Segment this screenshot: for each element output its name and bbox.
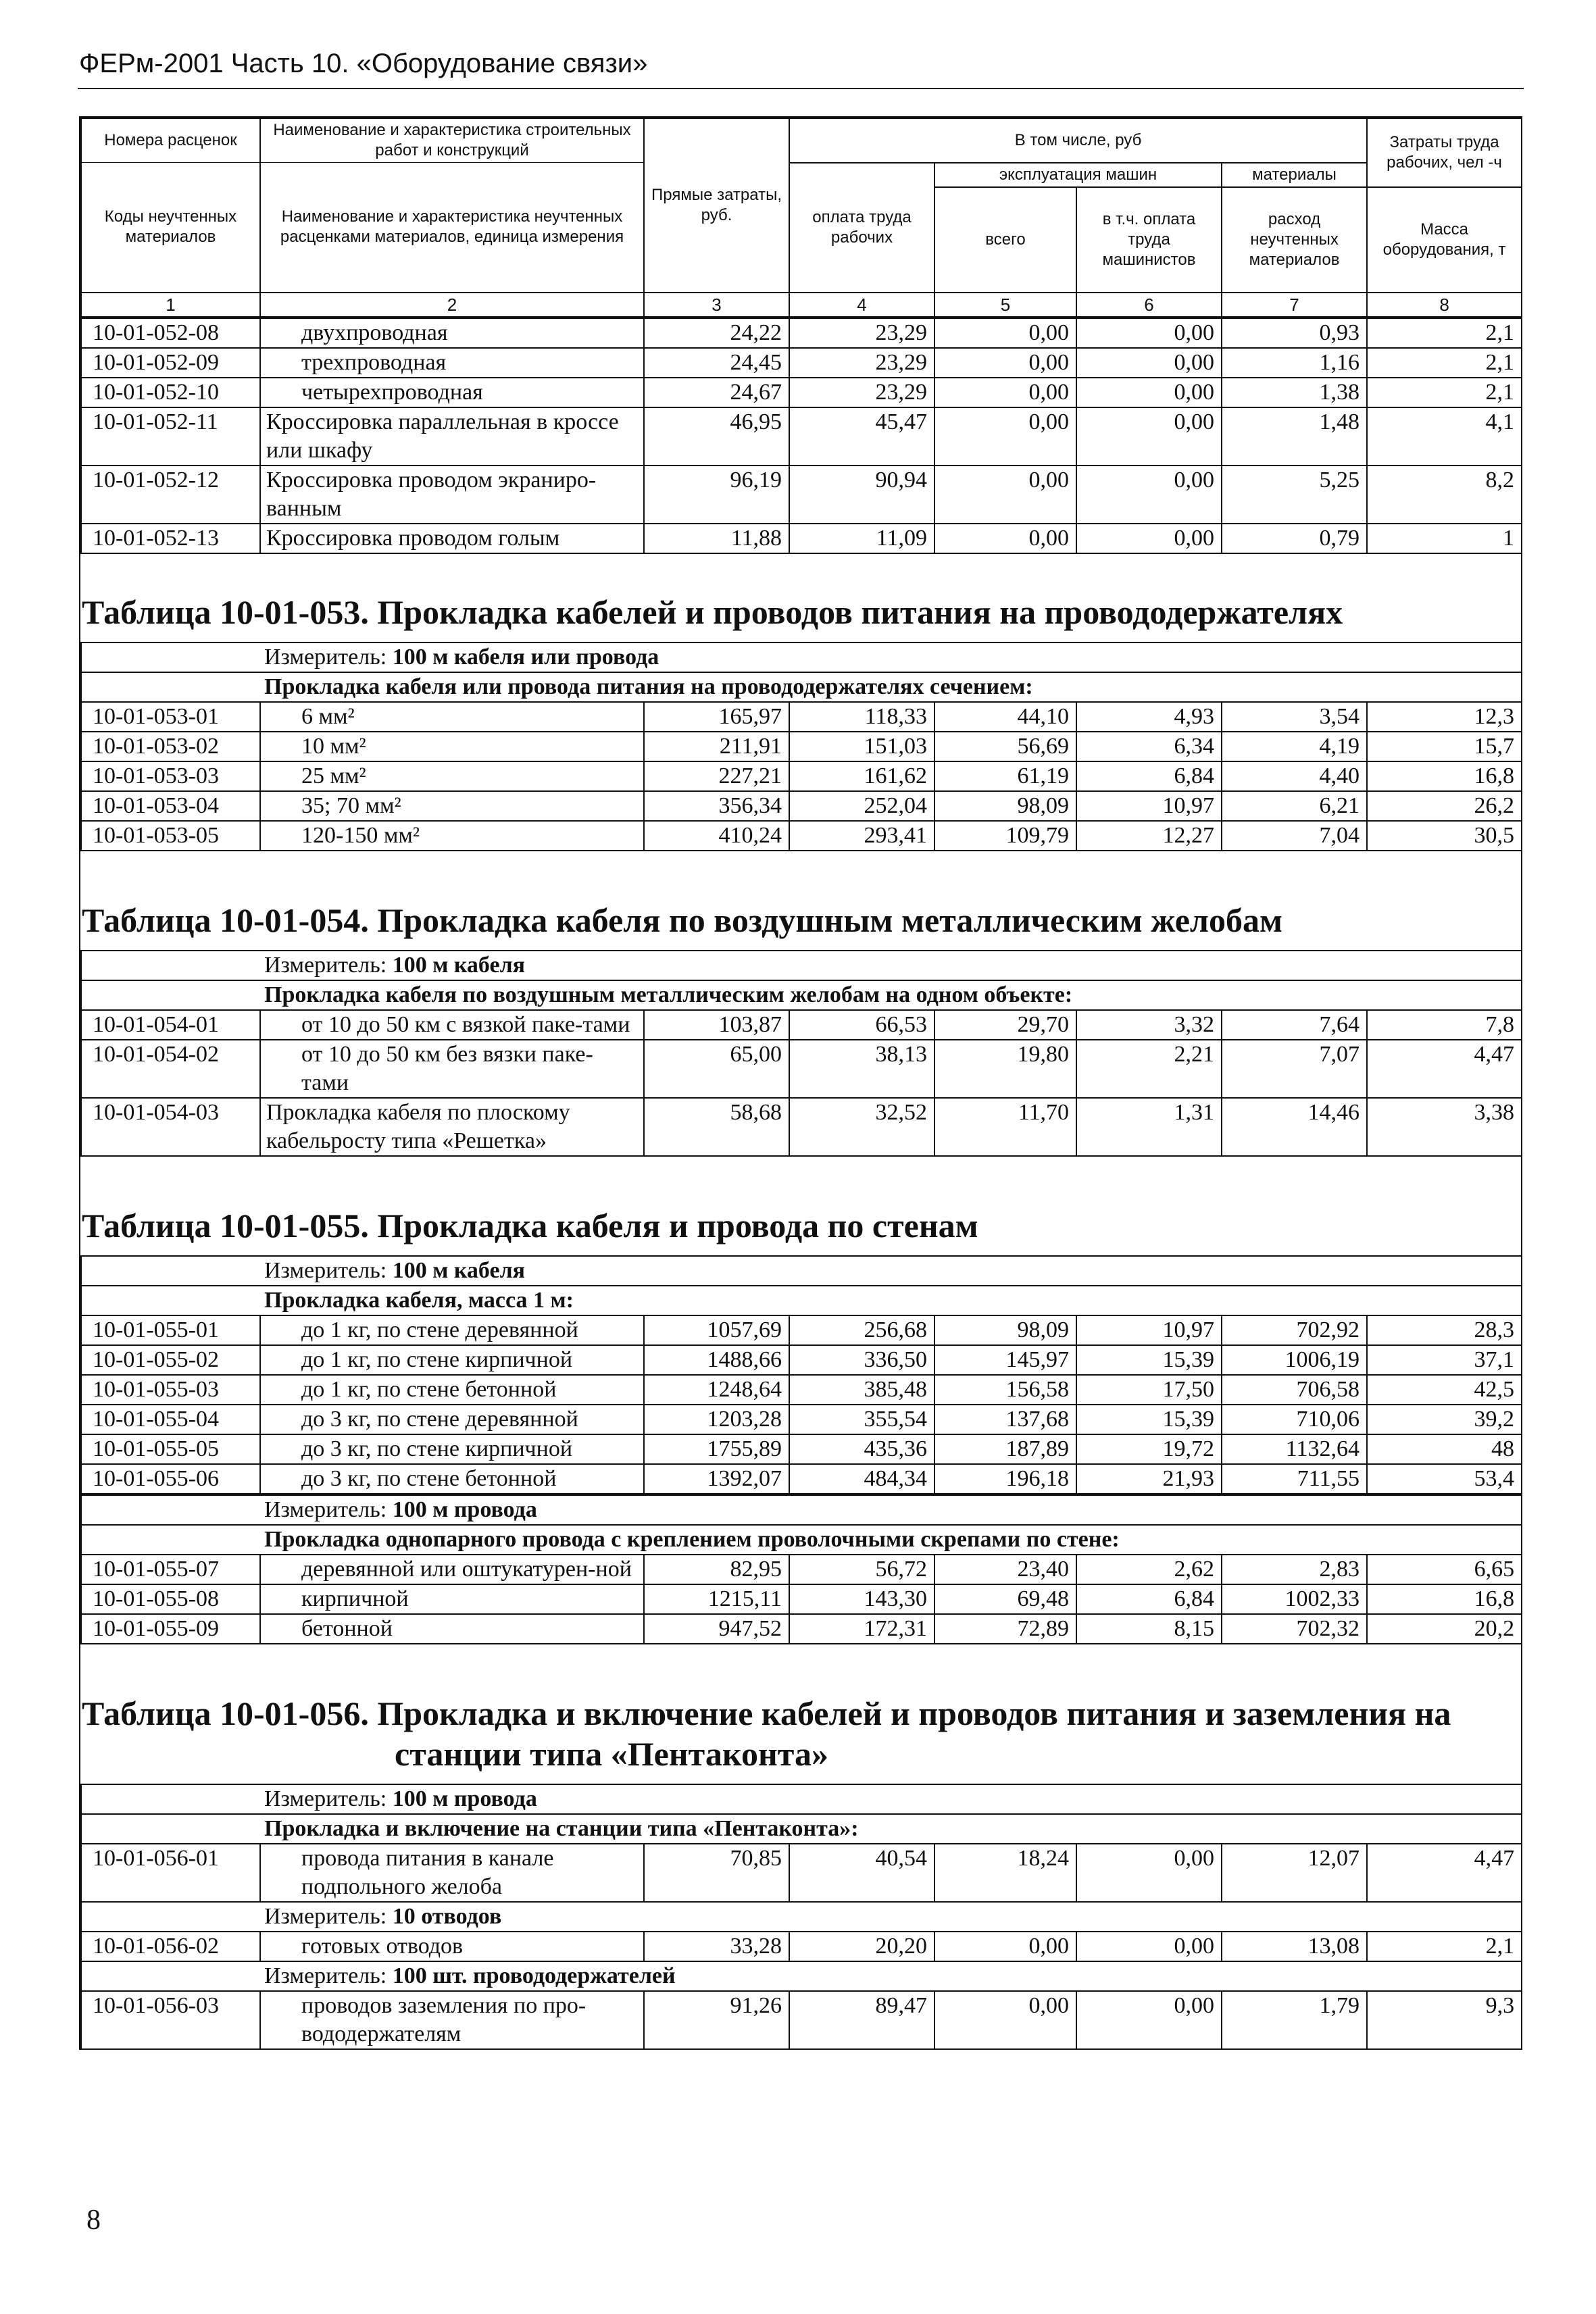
row-value: 26,2	[1367, 791, 1522, 821]
row-value: 53,4	[1367, 1464, 1522, 1494]
row-value: 24,45	[644, 348, 789, 378]
row-value: 0,00	[934, 524, 1076, 553]
row-code: 10-01-055-02	[81, 1345, 260, 1375]
row-value: 137,68	[934, 1405, 1076, 1434]
row-value: 6,84	[1076, 761, 1222, 791]
table-053-section: Прокладка кабеля или провода питания на провододержателях сечением:	[81, 672, 1522, 702]
column-number: 4	[789, 293, 934, 317]
row-value: 2,1	[1367, 1932, 1522, 1961]
table-row	[81, 1434, 1522, 1464]
row-value: 1755,89	[644, 1434, 789, 1464]
row-value: 96,19	[644, 466, 789, 524]
row-code: 10-01-053-04	[81, 791, 260, 821]
row-code: 10-01-053-03	[81, 761, 260, 791]
row-code: 10-01-055-08	[81, 1584, 260, 1614]
row-value: 98,09	[934, 1315, 1076, 1345]
row-code: 10-01-053-02	[81, 732, 260, 761]
row-name: 6 мм²	[260, 702, 644, 732]
table-row	[81, 1098, 1522, 1156]
row-name: до 1 кг, по стене деревянной	[260, 1315, 644, 1345]
row-value: 4,47	[1367, 1040, 1522, 1098]
row-name: проводов заземления по про-вододержателям	[260, 1991, 644, 2049]
table-row	[81, 1584, 1522, 1614]
table-row	[81, 466, 1522, 524]
table-056-title-line1: Таблица 10-01-056. Прокладка и включение кабелей и проводов питания и заземления на	[82, 1694, 1451, 1732]
row-value: 0,00	[934, 466, 1076, 524]
table-055-meter: Измеритель: 100 м кабеля	[81, 1256, 1522, 1286]
row-value: 12,3	[1367, 702, 1522, 732]
table-056-meter-3: Измеритель: 100 шт. провододержателей	[81, 1961, 1522, 1991]
row-value: 23,29	[789, 378, 934, 407]
row-value: 109,79	[934, 821, 1076, 851]
row-name: от 10 до 50 км без вязки паке-тами	[260, 1040, 644, 1098]
table-row	[81, 318, 1522, 348]
table-053	[80, 642, 1522, 851]
row-value: 2,83	[1222, 1555, 1367, 1584]
table-055	[80, 1255, 1522, 1494]
table-row	[81, 1991, 1522, 2049]
row-name: до 1 кг, по стене кирпичной	[260, 1345, 644, 1375]
row-value: 1,38	[1222, 378, 1367, 407]
col2-header-bottom: Наименование и характеристика неучтенных расценками материалов, единица измерения	[260, 163, 644, 293]
row-value: 82,95	[644, 1555, 789, 1584]
table-row	[81, 732, 1522, 761]
row-value: 0,00	[1076, 318, 1222, 348]
row-value: 118,33	[789, 702, 934, 732]
row-value: 5,25	[1222, 466, 1367, 524]
row-value: 6,84	[1076, 1584, 1222, 1614]
row-value: 7,8	[1367, 1010, 1522, 1040]
table-row	[81, 1010, 1522, 1040]
row-name: трехпроводная	[260, 348, 644, 378]
row-code: 10-01-052-11	[81, 407, 260, 466]
row-value: 145,97	[934, 1345, 1076, 1375]
row-value: 706,58	[1222, 1375, 1367, 1405]
row-value: 2,1	[1367, 318, 1522, 348]
row-value: 38,13	[789, 1040, 934, 1098]
row-value: 19,72	[1076, 1434, 1222, 1464]
row-code: 10-01-052-12	[81, 466, 260, 524]
row-value: 14,46	[1222, 1098, 1367, 1156]
row-value: 4,40	[1222, 761, 1367, 791]
row-code: 10-01-056-03	[81, 1991, 260, 2049]
row-value: 56,72	[789, 1555, 934, 1584]
row-value: 98,09	[934, 791, 1076, 821]
row-value: 256,68	[789, 1315, 934, 1345]
row-value: 0,00	[1076, 407, 1222, 466]
col8-header-top: Затраты труда рабочих, чел -ч	[1367, 118, 1522, 187]
row-value: 30,5	[1367, 821, 1522, 851]
row-value: 19,80	[934, 1040, 1076, 1098]
row-value: 24,67	[644, 378, 789, 407]
table-056-section: Прокладка и включение на станции типа «Пентаконта»:	[81, 1814, 1522, 1844]
row-value: 28,3	[1367, 1315, 1522, 1345]
row-value: 0,00	[934, 318, 1076, 348]
row-value: 20,2	[1367, 1614, 1522, 1644]
including-header: В том числе, руб	[789, 118, 1367, 163]
table-row	[81, 1555, 1522, 1584]
row-value: 69,48	[934, 1584, 1076, 1614]
column-number: 2	[260, 293, 644, 317]
row-name: Кроссировка проводом голым	[260, 524, 644, 553]
col1-header-bottom: Коды неучтенных материалов	[81, 163, 260, 293]
column-number: 1	[81, 293, 260, 317]
row-name: провода питания в канале подпольного желоба	[260, 1844, 644, 1902]
row-value: 46,95	[644, 407, 789, 466]
row-value: 15,39	[1076, 1345, 1222, 1375]
row-value: 21,93	[1076, 1464, 1222, 1494]
column-number: 8	[1367, 293, 1522, 317]
row-value: 1,31	[1076, 1098, 1222, 1156]
row-value: 3,32	[1076, 1010, 1222, 1040]
row-value: 3,54	[1222, 702, 1367, 732]
row-value: 947,52	[644, 1614, 789, 1644]
row-value: 61,19	[934, 761, 1076, 791]
row-value: 252,04	[789, 791, 934, 821]
row-value: 336,50	[789, 1345, 934, 1375]
table-row	[81, 524, 1522, 553]
col3-header: Прямые затраты, руб.	[644, 118, 789, 293]
row-value: 410,24	[644, 821, 789, 851]
row-value: 16,8	[1367, 761, 1522, 791]
table-056	[80, 1784, 1522, 2050]
row-value: 1248,64	[644, 1375, 789, 1405]
row-value: 1488,66	[644, 1345, 789, 1375]
row-value: 29,70	[934, 1010, 1076, 1040]
table-056-title-line2: станции типа «Пентаконта»	[395, 1734, 828, 1773]
table-row	[81, 1375, 1522, 1405]
table-052-rows	[80, 318, 1522, 554]
row-value: 385,48	[789, 1375, 934, 1405]
row-value: 227,21	[644, 761, 789, 791]
table-053-meter: Измеритель: 100 м кабеля или провода	[81, 643, 1522, 672]
row-name: 35; 70 мм²	[260, 791, 644, 821]
row-value: 0,00	[1076, 348, 1222, 378]
row-code: 10-01-052-08	[81, 318, 260, 348]
row-value: 18,24	[934, 1844, 1076, 1902]
row-name: от 10 до 50 км с вязкой паке-тами	[260, 1010, 644, 1040]
table-row	[81, 1040, 1522, 1098]
row-code: 10-01-053-05	[81, 821, 260, 851]
row-name: деревянной или оштукатурен-ной	[260, 1555, 644, 1584]
materials-header: материалы	[1222, 163, 1367, 187]
row-value: 196,18	[934, 1464, 1076, 1494]
row-name: Кроссировка параллельная в кроссе или шкафу	[260, 407, 644, 466]
row-value: 40,54	[789, 1844, 934, 1902]
row-value: 156,58	[934, 1375, 1076, 1405]
row-value: 39,2	[1367, 1405, 1522, 1434]
machines-header: эксплуатация машин	[934, 163, 1222, 187]
row-value: 16,8	[1367, 1584, 1522, 1614]
row-value: 0,00	[1076, 378, 1222, 407]
table-056-title	[80, 1644, 1521, 1784]
row-value: 10,97	[1076, 791, 1222, 821]
row-value: 58,68	[644, 1098, 789, 1156]
row-value: 44,10	[934, 702, 1076, 732]
table-row	[81, 761, 1522, 791]
row-code: 10-01-056-02	[81, 1932, 260, 1961]
row-value: 15,39	[1076, 1405, 1222, 1434]
row-value: 165,97	[644, 702, 789, 732]
row-value: 711,55	[1222, 1464, 1367, 1494]
row-value: 1057,69	[644, 1315, 789, 1345]
row-code: 10-01-055-07	[81, 1555, 260, 1584]
row-value: 1	[1367, 524, 1522, 553]
table-row	[81, 348, 1522, 378]
col8-header-bottom: Масса оборудования, т	[1367, 187, 1522, 293]
row-value: 2,1	[1367, 348, 1522, 378]
row-value: 11,70	[934, 1098, 1076, 1156]
row-name: до 1 кг, по стене бетонной	[260, 1375, 644, 1405]
table-056-meter-2: Измеритель: 10 отводов	[81, 1902, 1522, 1932]
row-value: 702,32	[1222, 1614, 1367, 1644]
row-name: до 3 кг, по стене бетонной	[260, 1464, 644, 1494]
row-value: 37,1	[1367, 1345, 1522, 1375]
table-row	[81, 407, 1522, 466]
row-value: 9,3	[1367, 1991, 1522, 2049]
row-code: 10-01-054-02	[81, 1040, 260, 1098]
table-053-title: Таблица 10-01-053. Прокладка кабелей и проводов питания на провододержателях	[82, 593, 1343, 631]
col4-header: оплата труда рабочих	[789, 163, 934, 293]
row-value: 7,04	[1222, 821, 1367, 851]
table-054-title: Таблица 10-01-054. Прокладка кабеля по воздушным металлическим желобам	[82, 901, 1283, 939]
row-value: 11,09	[789, 524, 934, 553]
row-value: 0,93	[1222, 318, 1367, 348]
row-value: 7,07	[1222, 1040, 1367, 1098]
table-row	[81, 1932, 1522, 1961]
row-value: 355,54	[789, 1405, 934, 1434]
col7-header: расход неучтенных материалов	[1222, 187, 1367, 293]
row-value: 0,00	[1076, 524, 1222, 553]
row-value: 103,87	[644, 1010, 789, 1040]
table-row	[81, 702, 1522, 732]
row-value: 89,47	[789, 1991, 934, 2049]
column-header-table	[80, 118, 1522, 318]
row-value: 1132,64	[1222, 1434, 1367, 1464]
row-value: 70,85	[644, 1844, 789, 1902]
row-value: 8,15	[1076, 1614, 1222, 1644]
table-054	[80, 950, 1522, 1157]
row-value: 0,00	[934, 407, 1076, 466]
row-code: 10-01-055-03	[81, 1375, 260, 1405]
row-name: 25 мм²	[260, 761, 644, 791]
row-value: 211,91	[644, 732, 789, 761]
row-value: 66,53	[789, 1010, 934, 1040]
table-055-section: Прокладка кабеля, масса 1 м:	[81, 1286, 1522, 1315]
row-value: 15,7	[1367, 732, 1522, 761]
row-value: 1,48	[1222, 407, 1367, 466]
row-value: 4,93	[1076, 702, 1222, 732]
table-row	[81, 378, 1522, 407]
row-code: 10-01-053-01	[81, 702, 260, 732]
row-value: 72,89	[934, 1614, 1076, 1644]
row-value: 20,20	[789, 1932, 934, 1961]
row-value: 356,34	[644, 791, 789, 821]
row-value: 0,00	[1076, 1844, 1222, 1902]
row-code: 10-01-054-03	[81, 1098, 260, 1156]
row-value: 42,5	[1367, 1375, 1522, 1405]
table-055-meter-2: Измеритель: 100 м провода	[81, 1495, 1522, 1525]
col1-header-top: Номера расценок	[81, 118, 260, 163]
row-value: 143,30	[789, 1584, 934, 1614]
table-row	[81, 1464, 1522, 1494]
row-value: 0,00	[1076, 466, 1222, 524]
row-value: 161,62	[789, 761, 934, 791]
row-value: 8,2	[1367, 466, 1522, 524]
row-value: 4,47	[1367, 1844, 1522, 1902]
row-value: 710,06	[1222, 1405, 1367, 1434]
row-value: 172,31	[789, 1614, 934, 1644]
row-value: 293,41	[789, 821, 934, 851]
col6-header: в т.ч. оплата труда машинистов	[1076, 187, 1222, 293]
row-name: кирпичной	[260, 1584, 644, 1614]
row-name: бетонной	[260, 1614, 644, 1644]
row-value: 187,89	[934, 1434, 1076, 1464]
row-value: 0,00	[1076, 1932, 1222, 1961]
row-value: 0,00	[1076, 1991, 1222, 2049]
row-value: 1203,28	[644, 1405, 789, 1434]
table-row	[81, 1405, 1522, 1434]
row-value: 4,1	[1367, 407, 1522, 466]
table-row	[81, 1844, 1522, 1902]
row-value: 7,64	[1222, 1010, 1367, 1040]
row-code: 10-01-052-13	[81, 524, 260, 553]
row-value: 45,47	[789, 407, 934, 466]
row-value: 0,00	[934, 378, 1076, 407]
row-name: до 3 кг, по стене деревянной	[260, 1405, 644, 1434]
row-value: 2,21	[1076, 1040, 1222, 1098]
row-value: 0,00	[934, 1932, 1076, 1961]
running-header: ФЕРм-2001 Часть 10. «Оборудование связи»	[79, 49, 648, 78]
row-value: 1006,19	[1222, 1345, 1367, 1375]
column-number: 5	[934, 293, 1076, 317]
table-055-title: Таблица 10-01-055. Прокладка кабеля и провода по стенам	[82, 1206, 978, 1244]
row-value: 3,38	[1367, 1098, 1522, 1156]
row-value: 0,00	[934, 1991, 1076, 2049]
row-code: 10-01-055-05	[81, 1434, 260, 1464]
row-name: готовых отводов	[260, 1932, 644, 1961]
row-code: 10-01-055-09	[81, 1614, 260, 1644]
row-value: 13,08	[1222, 1932, 1367, 1961]
row-name: 10 мм²	[260, 732, 644, 761]
row-code: 10-01-056-01	[81, 1844, 260, 1902]
table-row	[81, 1345, 1522, 1375]
row-name: четырехпроводная	[260, 378, 644, 407]
row-value: 6,65	[1367, 1555, 1522, 1584]
document-body	[79, 116, 1522, 2050]
row-value: 12,27	[1076, 821, 1222, 851]
row-value: 23,40	[934, 1555, 1076, 1584]
row-name: Прокладка кабеля по плоскому кабельросту типа «Решетка»	[260, 1098, 644, 1156]
row-name: 120-150 мм²	[260, 821, 644, 851]
column-number: 7	[1222, 293, 1367, 317]
table-row	[81, 821, 1522, 851]
row-code: 10-01-055-06	[81, 1464, 260, 1494]
row-value: 1215,11	[644, 1584, 789, 1614]
row-code: 10-01-055-01	[81, 1315, 260, 1345]
row-value: 1392,07	[644, 1464, 789, 1494]
table-055-section-2: Прокладка однопарного провода с креплением проволочными скрепами по стене:	[81, 1525, 1522, 1555]
row-value: 11,88	[644, 524, 789, 553]
row-value: 151,03	[789, 732, 934, 761]
column-number: 6	[1076, 293, 1222, 317]
row-value: 33,28	[644, 1932, 789, 1961]
table-054-meter: Измеритель: 100 м кабеля	[81, 951, 1522, 980]
row-value: 17,50	[1076, 1375, 1222, 1405]
row-value: 6,34	[1076, 732, 1222, 761]
row-value: 23,29	[789, 318, 934, 348]
row-value: 24,22	[644, 318, 789, 348]
table-054-section: Прокладка кабеля по воздушным металлическим желобам на одном объекте:	[81, 980, 1522, 1010]
row-value: 4,19	[1222, 732, 1367, 761]
col2-header-top: Наименование и характеристика строительных работ и конструкций	[260, 118, 644, 163]
row-value: 65,00	[644, 1040, 789, 1098]
header-rule	[78, 88, 1524, 89]
row-value: 435,36	[789, 1434, 934, 1464]
row-value: 6,21	[1222, 791, 1367, 821]
row-value: 32,52	[789, 1098, 934, 1156]
row-code: 10-01-055-04	[81, 1405, 260, 1434]
table-row	[81, 1614, 1522, 1644]
row-value: 484,34	[789, 1464, 934, 1494]
row-name: до 3 кг, по стене кирпичной	[260, 1434, 644, 1464]
row-value: 91,26	[644, 1991, 789, 2049]
row-value: 56,69	[934, 732, 1076, 761]
row-value: 1,16	[1222, 348, 1367, 378]
row-value: 1,79	[1222, 1991, 1367, 2049]
row-value: 12,07	[1222, 1844, 1367, 1902]
row-name: двухпроводная	[260, 318, 644, 348]
row-value: 1002,33	[1222, 1584, 1367, 1614]
table-056-meter: Измеритель: 100 м провода	[81, 1784, 1522, 1814]
row-value: 90,94	[789, 466, 934, 524]
row-value: 0,79	[1222, 524, 1367, 553]
col5-header: всего	[934, 187, 1076, 293]
column-numbers-row	[81, 293, 1522, 317]
table-055-part2	[80, 1494, 1522, 1644]
row-value: 702,92	[1222, 1315, 1367, 1345]
row-code: 10-01-052-10	[81, 378, 260, 407]
column-number: 3	[644, 293, 789, 317]
page-number: 8	[86, 2205, 101, 2236]
row-value: 10,97	[1076, 1315, 1222, 1345]
row-value: 2,1	[1367, 378, 1522, 407]
table-row	[81, 791, 1522, 821]
row-value: 0,00	[934, 348, 1076, 378]
row-value: 2,62	[1076, 1555, 1222, 1584]
table-row	[81, 1315, 1522, 1345]
row-value: 48	[1367, 1434, 1522, 1464]
row-value: 23,29	[789, 348, 934, 378]
row-code: 10-01-052-09	[81, 348, 260, 378]
row-name: Кроссировка проводом экраниро-ванным	[260, 466, 644, 524]
row-code: 10-01-054-01	[81, 1010, 260, 1040]
